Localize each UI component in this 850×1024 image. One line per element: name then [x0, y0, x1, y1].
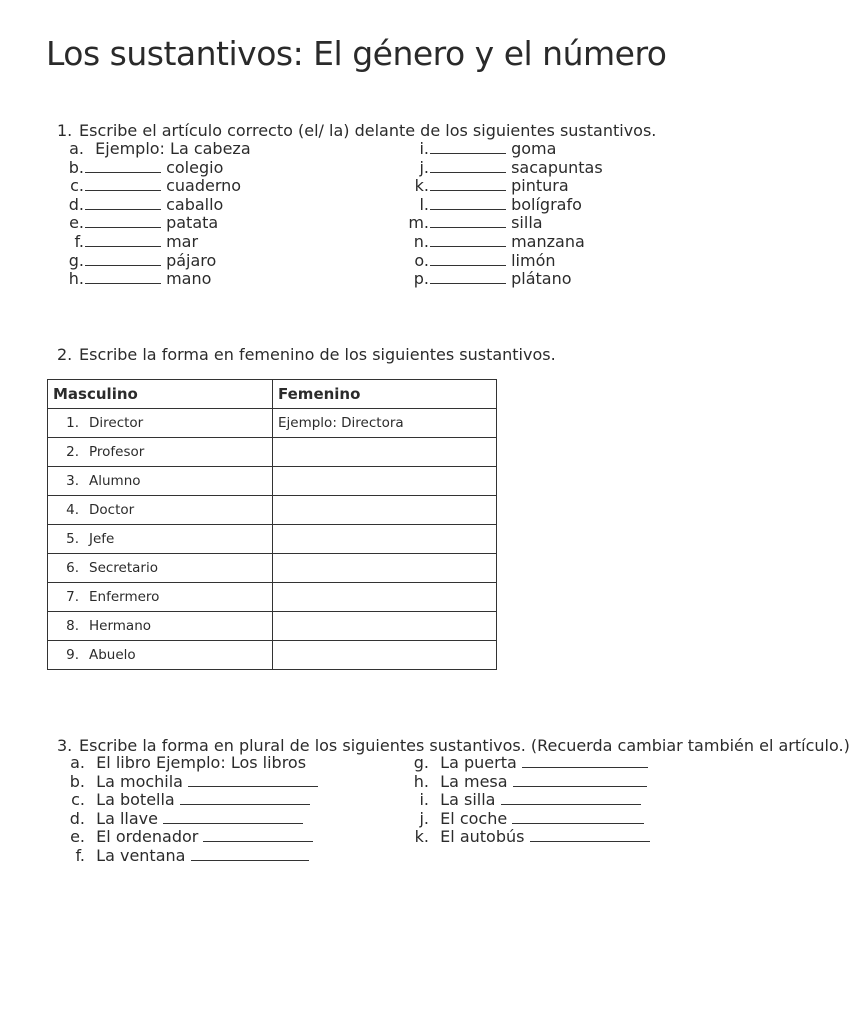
masculino-cell [48, 583, 273, 612]
femenino-cell[interactable] [273, 438, 497, 467]
item-word: pájaro [166, 250, 217, 270]
masculino-cell [48, 641, 273, 670]
masculino-cell [48, 554, 273, 583]
spacer [85, 139, 95, 158]
item-word: La silla [440, 790, 496, 810]
masculino-cell [48, 467, 273, 496]
femenino-cell[interactable] [273, 583, 497, 612]
section2-text: Escribe la forma en femenino de los siguientes sustantivos. [79, 345, 556, 364]
item-word: limón [511, 250, 556, 270]
row-number: 5. [66, 531, 79, 547]
list-item [419, 157, 603, 177]
item-word: mano [166, 269, 212, 289]
item-word: El libro Ejemplo: Los libros [96, 753, 307, 772]
section2-number: 2. [57, 345, 73, 364]
row-number: 1. [66, 415, 79, 431]
item-label: c. [71, 790, 85, 810]
answer-blank[interactable] [430, 160, 506, 173]
answer-blank[interactable] [430, 197, 506, 210]
section3-text: Escribe la forma en plural de los siguientes sustantivos. (Recuerda cambiar también el artículo.) [79, 736, 850, 755]
femenino-cell[interactable] [273, 612, 497, 641]
femenino-cell[interactable]: Ejemplo: Directora [273, 409, 497, 438]
row-number: 8. [66, 618, 79, 634]
answer-blank[interactable] [188, 774, 318, 787]
row-number: 6. [66, 560, 79, 576]
list-item [69, 213, 219, 233]
list-item [419, 790, 641, 810]
item-label: e. [70, 827, 85, 847]
item-label: c. [70, 176, 84, 196]
item-word: El autobús [440, 827, 525, 847]
masculino-word: Abuelo [89, 647, 136, 663]
item-word: Ejemplo: La cabeza [95, 139, 251, 158]
femenino-cell[interactable] [273, 554, 497, 583]
table-row [48, 525, 497, 554]
masculino-word: Doctor [89, 502, 135, 518]
table-row [48, 583, 497, 612]
list-item [413, 232, 585, 251]
item-label: j. [419, 808, 429, 828]
list-item [70, 827, 313, 847]
list-item [68, 269, 212, 289]
item-word: patata [166, 213, 219, 233]
spacer [430, 753, 440, 772]
list-item [414, 176, 569, 196]
femenino-cell[interactable] [273, 496, 497, 525]
item-label: i. [419, 139, 429, 158]
item-word: goma [511, 139, 557, 158]
masculino-cell [48, 496, 273, 525]
table-row [48, 438, 497, 467]
spacer [86, 846, 96, 865]
answer-blank[interactable] [512, 811, 644, 824]
answer-blank[interactable] [163, 811, 303, 824]
item-word: manzana [511, 232, 585, 251]
answer-blank[interactable] [501, 792, 641, 805]
item-word: caballo [166, 194, 224, 214]
item-label: g. [413, 753, 429, 772]
table-row [48, 641, 497, 670]
section1-number: 1. [57, 121, 73, 140]
item-word: La llave [96, 808, 158, 828]
femenino-cell[interactable] [273, 641, 497, 670]
answer-blank[interactable] [85, 197, 161, 210]
item-word: silla [511, 213, 543, 233]
item-label: j. [419, 157, 429, 177]
item-word: La botella [96, 790, 175, 810]
table-row [48, 409, 497, 438]
item-label: h. [68, 269, 84, 289]
item-word: La puerta [440, 753, 517, 772]
masculino-word: Jefe [89, 531, 115, 547]
list-item [413, 269, 572, 289]
list-item [69, 771, 318, 791]
list-item [413, 771, 647, 791]
list-item [70, 753, 307, 772]
masculino-word: Enfermero [89, 589, 160, 605]
table-row [48, 467, 497, 496]
spacer [86, 772, 96, 791]
list-item [69, 808, 303, 828]
item-label: g. [68, 250, 84, 270]
header-femenino: Femenino [273, 380, 497, 409]
list-item [414, 250, 556, 270]
list-item [419, 139, 557, 158]
item-label: m. [408, 213, 429, 233]
answer-blank[interactable] [85, 178, 161, 191]
item-label: e. [69, 213, 84, 233]
answer-blank[interactable] [180, 792, 310, 805]
section1-text: Escribe el artículo correcto (el/ la) delante de los siguientes sustantivos. [79, 121, 657, 140]
masculino-cell [48, 409, 273, 438]
answer-blank[interactable] [85, 215, 161, 228]
list-item [68, 194, 224, 214]
list-item [69, 139, 251, 158]
list-item [70, 176, 242, 196]
item-word: sacapuntas [511, 157, 603, 177]
table-row [48, 496, 497, 525]
answer-blank[interactable] [85, 160, 161, 173]
item-word: mar [166, 232, 199, 251]
item-label: d. [69, 808, 85, 828]
answer-blank[interactable] [430, 215, 506, 228]
masculino-word: Profesor [89, 444, 145, 460]
masculino-word: Secretario [89, 560, 158, 576]
answer-blank[interactable] [191, 848, 309, 861]
list-item [71, 790, 310, 810]
masculino-word: Hermano [89, 618, 152, 634]
item-word: colegio [166, 157, 224, 177]
spacer [430, 827, 440, 846]
spacer [430, 790, 440, 809]
item-label: a. [69, 139, 84, 158]
item-word: El ordenador [96, 827, 199, 847]
row-number: 4. [66, 502, 79, 518]
masculino-cell [48, 612, 273, 641]
gender-table [47, 379, 497, 670]
spacer [86, 753, 96, 772]
masculino-cell [48, 525, 273, 554]
row-number: 7. [66, 589, 79, 605]
spacer [430, 809, 440, 828]
item-label: f. [74, 232, 84, 251]
answer-blank[interactable] [430, 253, 506, 266]
row-number: 2. [66, 444, 79, 460]
item-label: p. [413, 269, 429, 289]
answer-blank[interactable] [530, 829, 650, 842]
masculino-word: Director [89, 415, 144, 431]
list-item [414, 827, 650, 847]
item-label: a. [70, 753, 85, 772]
item-word: bolígrafo [511, 194, 582, 214]
answer-blank[interactable] [430, 234, 506, 247]
answer-blank[interactable] [85, 234, 161, 247]
answer-blank[interactable] [203, 829, 313, 842]
item-word: La mochila [96, 771, 183, 791]
item-label: b. [68, 157, 84, 177]
spacer [430, 772, 440, 791]
femenino-cell[interactable] [273, 525, 497, 554]
spacer [86, 809, 96, 828]
answer-blank[interactable] [430, 271, 506, 284]
item-word: La mesa [440, 771, 508, 791]
item-word: cuaderno [166, 176, 242, 196]
list-item [413, 753, 648, 772]
item-label: k. [414, 827, 429, 847]
answer-blank[interactable] [430, 141, 506, 154]
list-item [419, 194, 582, 214]
item-word: pintura [511, 176, 569, 196]
answer-blank[interactable] [513, 774, 647, 787]
row-number: 9. [66, 647, 79, 663]
answer-blank[interactable] [430, 178, 506, 191]
answer-blank[interactable] [85, 253, 161, 266]
item-label: h. [413, 771, 429, 791]
table-row [48, 612, 497, 641]
item-word: plátano [511, 269, 572, 289]
spacer [86, 790, 96, 809]
item-label: o. [414, 250, 429, 270]
list-item [408, 213, 543, 233]
section3-number: 3. [57, 736, 73, 755]
spacer [86, 827, 96, 846]
masculino-word: Alumno [89, 473, 141, 489]
list-item [74, 232, 199, 251]
item-label: b. [69, 771, 85, 791]
masculino-cell [48, 438, 273, 467]
list-item [419, 808, 644, 828]
list-item [68, 157, 224, 177]
table-row [48, 554, 497, 583]
answer-blank[interactable] [522, 755, 648, 768]
item-label: k. [414, 176, 429, 196]
item-label: f. [75, 846, 85, 865]
item-word: El coche [440, 808, 508, 828]
header-masculino: Masculino [48, 380, 273, 409]
item-label: d. [68, 194, 84, 214]
femenino-cell[interactable] [273, 467, 497, 496]
list-item [75, 846, 309, 865]
row-number: 3. [66, 473, 79, 489]
list-item [68, 250, 217, 270]
answer-blank[interactable] [85, 271, 161, 284]
item-label: l. [419, 194, 429, 214]
item-label: n. [413, 232, 429, 251]
item-word: La ventana [96, 846, 186, 865]
item-label: i. [419, 790, 429, 810]
page-title: Los sustantivos: El género y el número [46, 34, 667, 73]
